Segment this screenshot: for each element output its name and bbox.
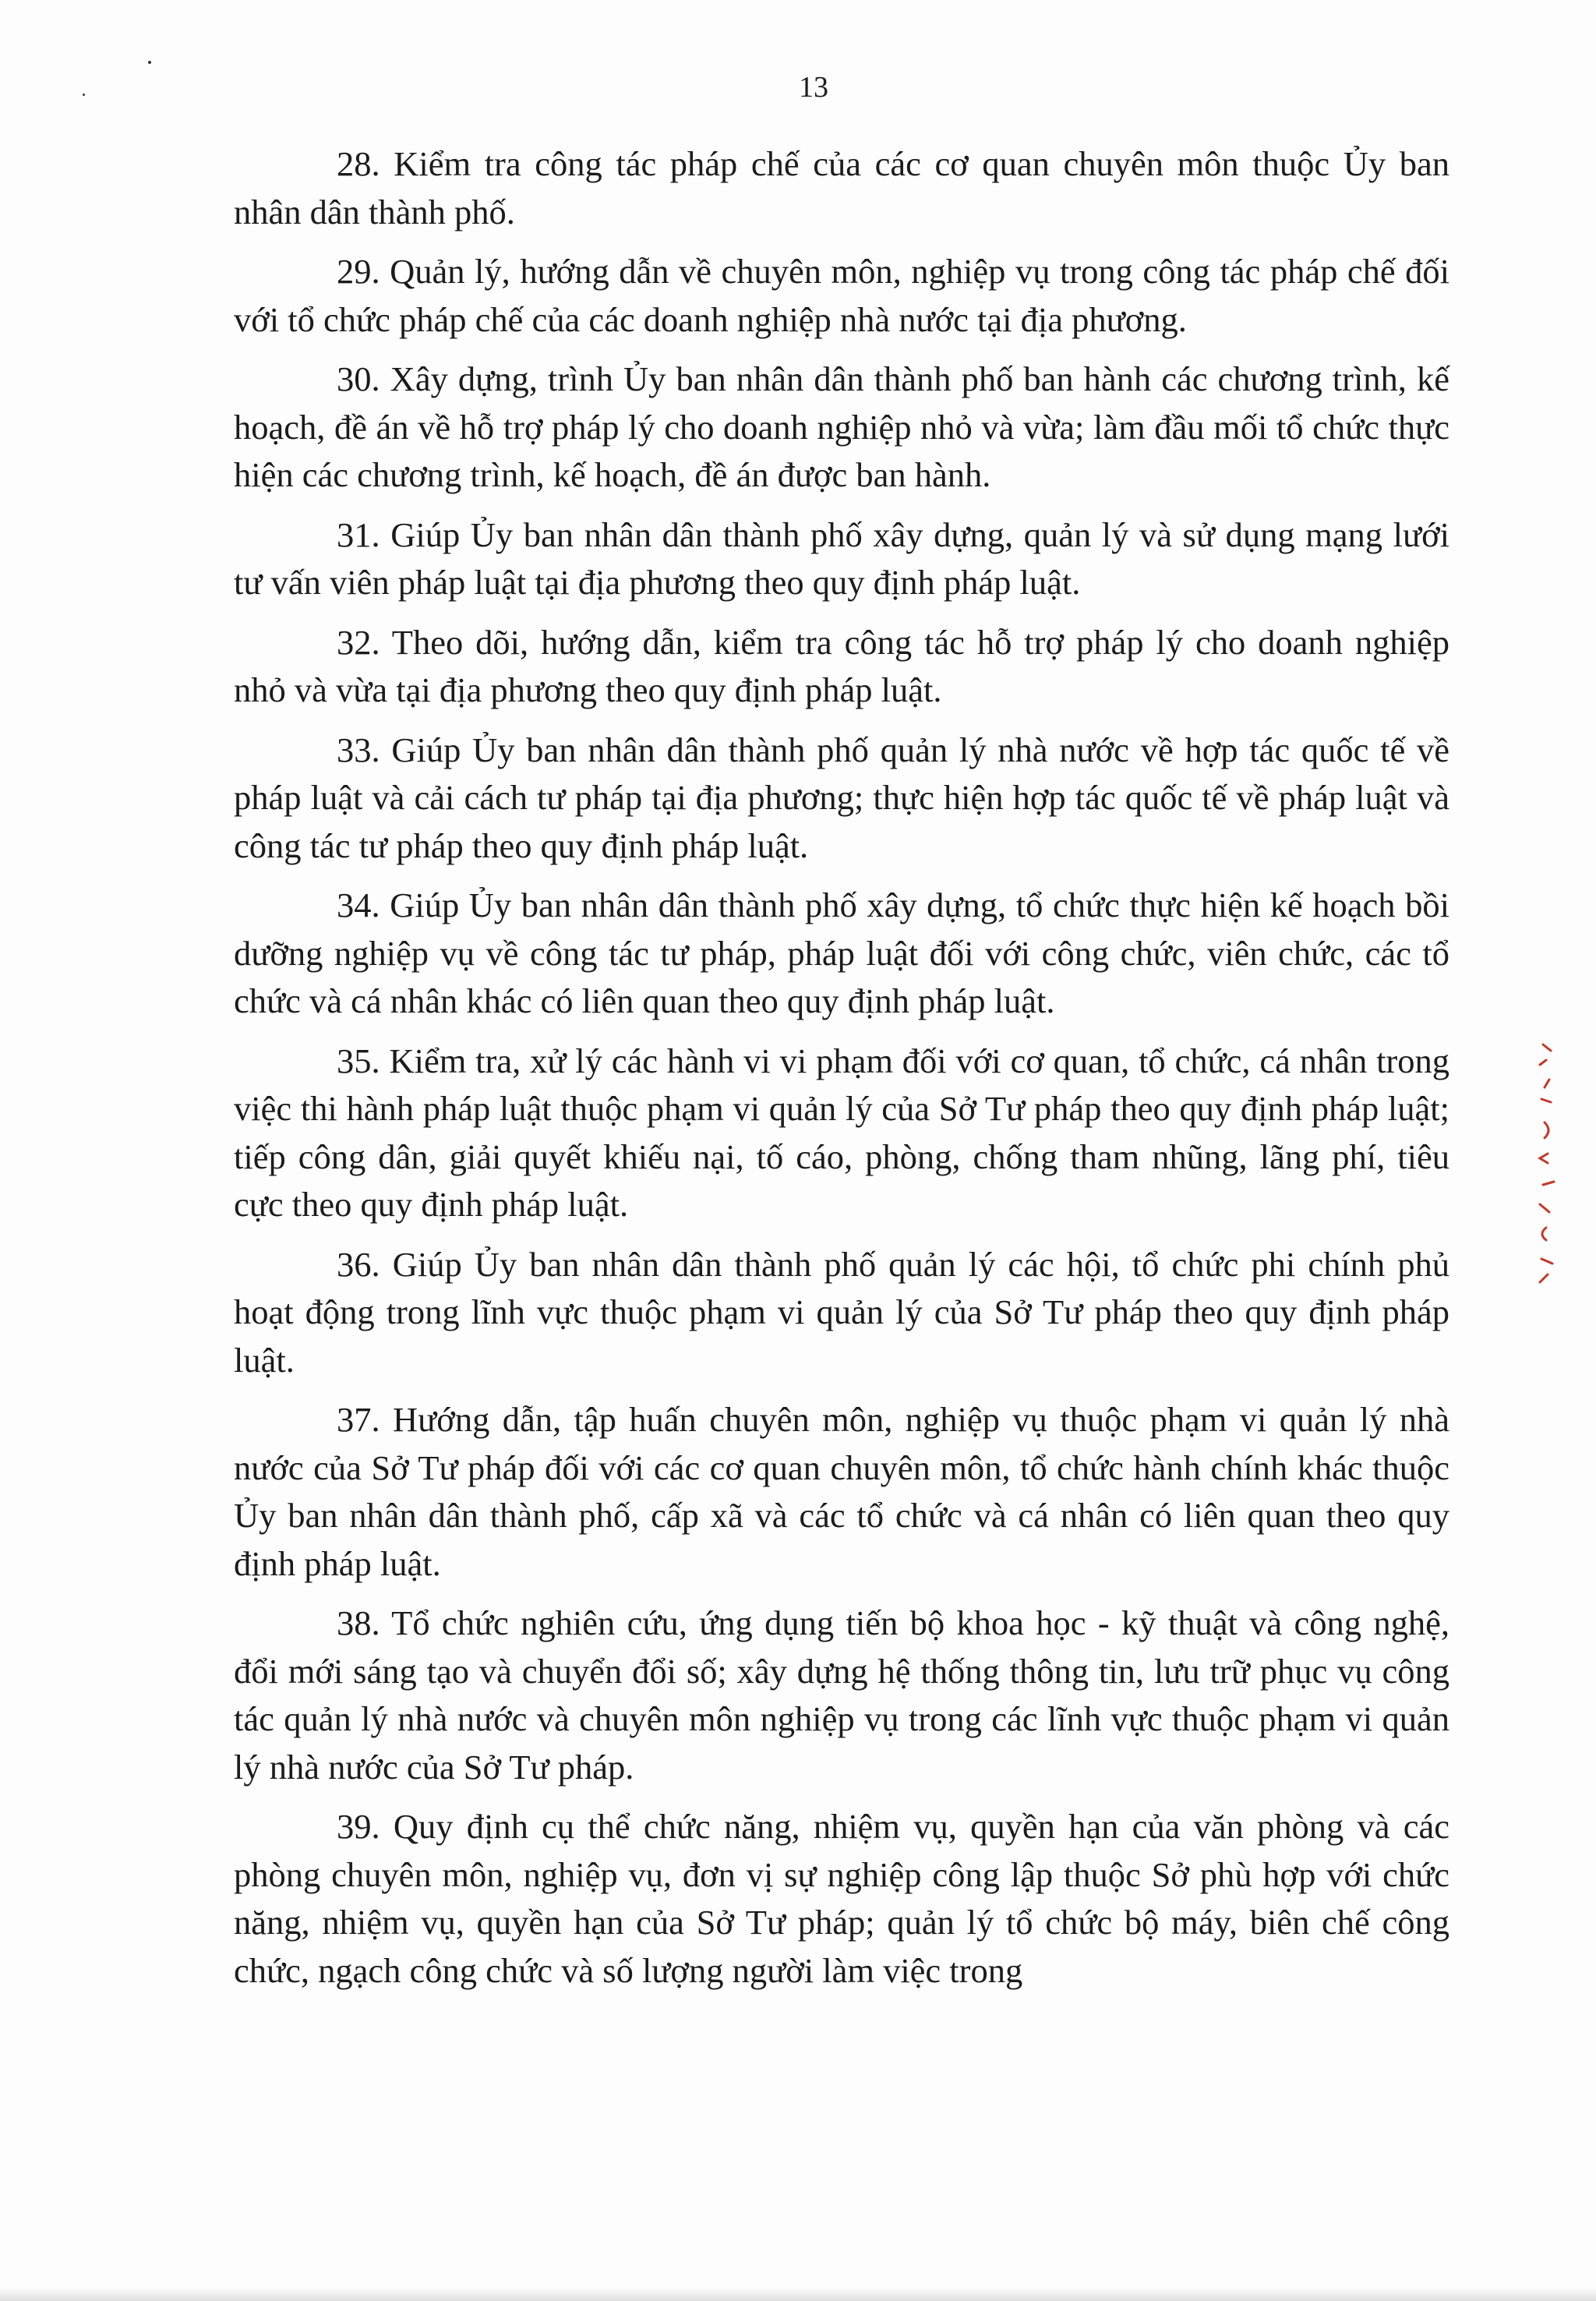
paragraph-36 — [234, 1241, 1449, 1385]
paragraph-39 — [234, 1803, 1449, 1995]
paragraph-37 — [234, 1396, 1449, 1588]
paragraph-line: 30. Xây dựng, trình Ủy ban nhân dân thành phố ban hành các chương — [337, 359, 1322, 398]
paragraph-line: hoạch bồi dưỡng nghiệp vụ về công tác tư pháp, pháp luật đối với công chức, — [234, 885, 1450, 973]
paragraph-line: chế đối với tổ chức pháp chế của các doanh nghiệp nhà nước tại địa phương. — [234, 252, 1450, 339]
paragraph-line: trong việc thi hành pháp luật thuộc phạm vi quản lý của Sở Tư pháp theo quy — [234, 1041, 1449, 1128]
paragraph-line: 34. Giúp Ủy ban nhân dân thành phố xây dựng, tổ chức thực hiện kế — [337, 885, 1303, 924]
paragraph-line: trình, kế hoạch, đề án về hỗ trợ pháp lý cho doanh nghiệp nhỏ và vừa; làm đầu — [234, 359, 1449, 447]
paragraph-30 — [234, 355, 1449, 500]
paragraph-line: nhà nước của Sở Tư pháp đối với các cơ quan chuyên môn, tổ chức hành chính — [234, 1400, 1450, 1487]
paragraph-line: nghệ, đổi mới sáng tạo và chuyển đổi số; xây dựng hệ thống thông tin, lưu trữ — [234, 1603, 1449, 1691]
paragraph-line: khác thuộc Ủy ban nhân dân thành phố, cấp xã và các tổ chức và cá nhân có liên — [234, 1447, 1449, 1535]
paragraph-33 — [234, 726, 1449, 871]
paragraph-35 — [234, 1037, 1449, 1229]
page-bottom-edge — [0, 2287, 1596, 2301]
scan-speck — [148, 61, 151, 64]
paragraph-line: nhũng, lãng phí, tiêu cực theo quy định pháp luật. — [234, 1136, 1449, 1224]
paragraph-line: 35. Kiểm tra, xử lý các hành vi vi phạm đối với cơ quan, tổ chức, cá nhân — [337, 1041, 1368, 1080]
paragraph-line: phủ hoạt động trong lĩnh vực thuộc phạm vi quản lý của Sở Tư pháp theo quy — [234, 1244, 1450, 1331]
paragraph-line: mối tổ chức thực hiện các chương trình, kế hoạch, đề án được ban hành. — [234, 407, 1450, 494]
paragraph-line: 28. Kiểm tra công tác pháp chế của các cơ quan chuyên môn thuộc Ủy — [337, 144, 1386, 183]
paragraph-line: 37. Hướng dẫn, tập huấn chuyên môn, nghiệp vụ thuộc phạm vi quản lý — [337, 1400, 1387, 1439]
paragraph-line: máy, biên chế công chức, ngạch công chức và số lượng người làm việc trong — [234, 1903, 1450, 1990]
paragraph-line: 29. Quản lý, hướng dẫn về chuyên môn, nghiệp vụ trong công tác pháp — [337, 252, 1338, 291]
paragraph-line: viên chức, các tổ chức và cá nhân khác có liên quan theo quy định pháp luật. — [234, 933, 1450, 1020]
scan-speck — [83, 94, 85, 96]
paragraph-31 — [234, 511, 1449, 607]
paragraph-line: pháp luật và công tác tư pháp theo quy định pháp luật. — [234, 778, 1450, 865]
paragraph-line: định pháp luật. — [234, 1292, 1450, 1380]
paragraph-line: hợp với chức năng, nhiệm vụ, quyền hạn của Sở Tư pháp; quản lý tổ chức bộ — [234, 1854, 1449, 1942]
paragraph-line: nghiệp nhỏ và vừa tại địa phương theo quy định pháp luật. — [234, 622, 1449, 709]
paragraph-line: 32. Theo dõi, hướng dẫn, kiểm tra công tác hỗ trợ pháp lý cho doanh — [337, 622, 1343, 662]
page-number: 13 — [799, 71, 828, 104]
paragraph-line: 33. Giúp Ủy ban nhân dân thành phố quản lý nhà nước về hợp tác quốc tế — [337, 730, 1406, 769]
paragraph-line: ban nhân dân thành phố. — [234, 144, 1450, 232]
paragraph-38 — [234, 1599, 1449, 1791]
paragraph-line: phục vụ công tác quản lý nhà nước và chuyên môn nghiệp vụ trong các lĩnh vực — [234, 1651, 1450, 1738]
paragraph-line: 31. Giúp Ủy ban nhân dân thành phố xây dựng, quản lý và sử dụng mạng — [337, 514, 1383, 554]
paragraph-line: các phòng chuyên môn, nghiệp vụ, đơn vị sự nghiệp công lập thuộc Sở phù — [234, 1807, 1449, 1894]
body-text — [234, 140, 1449, 2006]
paragraph-line: định pháp luật; tiếp công dân, giải quyết khiếu nại, tố cáo, phòng, chống tham — [234, 1089, 1449, 1176]
paragraph-line: thuộc phạm vi quản lý nhà nước của Sở Tư pháp. — [234, 1699, 1449, 1787]
paragraph-line: về pháp luật và cải cách tư pháp tại địa phương; thực hiện hợp tác quốc tế về — [234, 730, 1450, 817]
paragraph-line: quan theo quy định pháp luật. — [234, 1496, 1450, 1583]
paragraph-29 — [234, 248, 1449, 344]
stamp-fragment — [1520, 1037, 1566, 1294]
paragraph-28 — [234, 140, 1449, 236]
paragraph-line: 36. Giúp Ủy ban nhân dân thành phố quản lý các hội, tổ chức phi chính — [337, 1244, 1386, 1284]
stamp-edge-marks — [1540, 1044, 1554, 1282]
paragraph-line: lưới tư vấn viên pháp luật tại địa phương theo quy định pháp luật. — [234, 514, 1450, 602]
paragraph-34 — [234, 882, 1449, 1026]
paragraph-32 — [234, 619, 1449, 715]
paragraph-line: 39. Quy định cụ thể chức năng, nhiệm vụ, quyền hạn của văn phòng và — [337, 1807, 1390, 1846]
paragraph-line: 38. Tổ chức nghiên cứu, ứng dụng tiến bộ khoa học - kỹ thuật và công — [337, 1603, 1362, 1642]
